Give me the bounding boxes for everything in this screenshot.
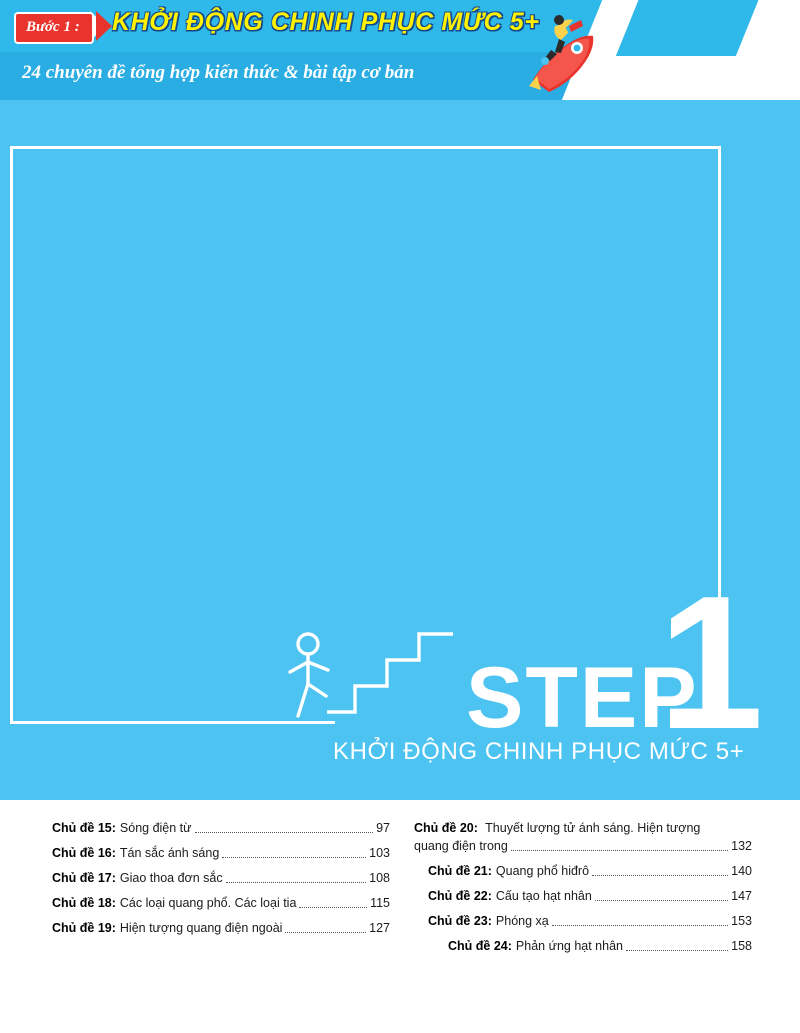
toc-entry-page: 103 [369, 846, 390, 860]
toc-entry-label: Phóng xạ [495, 914, 549, 928]
toc-entry-key: Chủ đề 15: [52, 821, 116, 835]
toc-entry-key: Chủ đề 20: [414, 821, 478, 835]
toc-entry-page: 115 [370, 896, 390, 910]
toc-entry-page: 153 [731, 914, 752, 928]
toc-entry[interactable] [52, 820, 390, 837]
hero-caption: KHỞI ĐỘNG CHINH PHỤC MỨC 5+ [333, 738, 745, 765]
toc-entry[interactable] [52, 895, 390, 912]
toc-leader-dots [592, 875, 728, 876]
table-of-contents [0, 800, 800, 1033]
badge-arrow-icon [96, 11, 112, 41]
toc-entry-page: 132 [731, 839, 752, 853]
toc-entry-page: 108 [369, 871, 390, 885]
toc-entry-key: Chủ đề 18: [52, 896, 116, 910]
toc-entry-page: 140 [731, 864, 752, 878]
toc-leader-dots [299, 907, 367, 908]
toc-entry-key: Chủ đề 19: [52, 921, 116, 935]
toc-entry-page: 97 [376, 821, 390, 835]
toc-column-right [414, 820, 752, 963]
toc-entry-page: 158 [731, 939, 752, 953]
hero-frame-top-line [10, 146, 720, 149]
toc-leader-dots [285, 932, 366, 933]
toc-entry[interactable] [52, 845, 390, 862]
toc-leader-dots [226, 882, 367, 883]
hero-banner [0, 100, 800, 800]
toc-leader-dots [626, 950, 728, 951]
toc-entry[interactable] [414, 863, 752, 880]
toc-entry-label: Quang phổ hiđrô [495, 864, 590, 878]
page-header [0, 0, 800, 100]
toc-entry-page: 147 [731, 889, 752, 903]
toc-entry-label: Thuyết lượng tử ánh sáng. Hiện tượng [485, 821, 701, 835]
toc-entry-key: Chủ đề 23: [428, 914, 492, 928]
toc-entry[interactable] [414, 913, 752, 930]
toc-entry[interactable] [52, 920, 390, 937]
stairs-icon [325, 620, 455, 725]
toc-entry[interactable] [414, 938, 752, 955]
toc-entry-label: Cấu tạo hạt nhân [495, 889, 592, 903]
toc-entry[interactable] [414, 888, 752, 905]
toc-leader-dots [511, 850, 728, 851]
toc-leader-dots [552, 925, 728, 926]
page-subtitle: 24 chuyên đề tổng hợp kiến thức & bài tập cơ bản [22, 62, 415, 83]
toc-entry[interactable] [414, 820, 752, 855]
toc-entry[interactable] [52, 870, 390, 887]
hero-step-number: 1 [658, 557, 764, 769]
toc-entry-label: Các loại quang phổ. Các loại tia [119, 896, 297, 910]
toc-entry-label: Sóng điện từ [119, 821, 192, 835]
toc-entry-page: 127 [369, 921, 390, 935]
rocket-icon [515, 6, 605, 96]
toc-entry-label: Giao thoa đơn sắc [119, 871, 223, 885]
toc-entry-key: Chủ đề 17: [52, 871, 116, 885]
toc-entry-label: Phản ứng hạt nhân [515, 939, 623, 953]
toc-entry-key: Chủ đề 22: [428, 889, 492, 903]
toc-entry-key: Chủ đề 16: [52, 846, 116, 860]
toc-entry-key: Chủ đề 21: [428, 864, 492, 878]
toc-entry-label: Tán sắc ánh sáng [119, 846, 220, 860]
hero-frame-left-line [10, 146, 13, 724]
step-badge: Bước 1 : [14, 12, 94, 44]
page-title: KHỞI ĐỘNG CHINH PHỤC MỨC 5+ [112, 8, 540, 36]
toc-entry-key: Chủ đề 24: [448, 939, 512, 953]
toc-leader-dots [595, 900, 728, 901]
hero-step-word: STEP [466, 650, 699, 746]
toc-entry-label-line2: quang điện trong [414, 839, 508, 853]
toc-leader-dots [195, 832, 374, 833]
toc-entry-label: Hiện tượng quang điện ngoài [119, 921, 283, 935]
toc-column-left [52, 820, 390, 963]
toc-leader-dots [222, 857, 366, 858]
